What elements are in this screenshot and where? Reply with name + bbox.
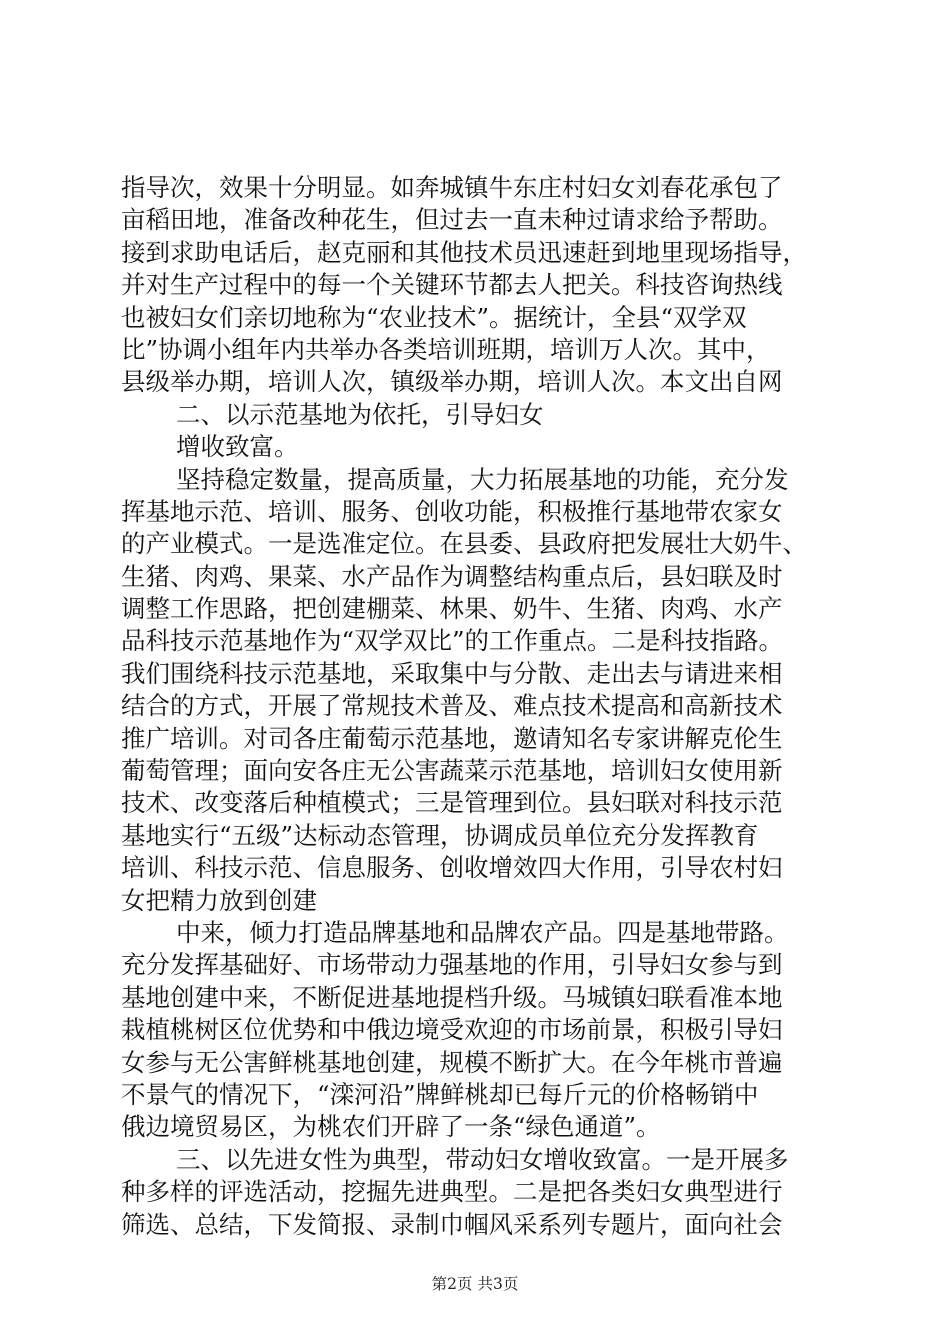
body-text <box>121 172 841 1241</box>
text-line: 中来，倾力打造品牌基地和品牌农产品。四是基地带路。 <box>176 917 789 947</box>
text-line: 生猪、肉鸡、果菜、水产品作为调整结构重点后，县妇联及时 <box>121 561 783 591</box>
text-line: 技术、改变落后种植模式；三是管理到位。县妇联对科技示范 <box>121 788 783 818</box>
text-line: 调整工作思路，把创建棚菜、林果、奶牛、生猪、肉鸡、水产 <box>121 594 783 624</box>
text-line: 种多样的评选活动，挖掘先进典型。二是把各类妇女典型进行 <box>121 1177 783 1207</box>
text-line: 结合的方式，开展了常规技术普及、难点技术提高和高新技术 <box>121 691 783 721</box>
text-line: 基地实行“五级”达标动态管理，协调成员单位充分发挥教育 <box>121 820 759 850</box>
text-line: 二、以示范基地为依托，引导妇女 <box>176 399 544 429</box>
text-line: 筛选、总结，下发简报、录制巾帼风采系列专题片，面向社会 <box>121 1209 783 1239</box>
text-line: 栽植桃树区位优势和中俄边境受欢迎的市场前景，积极引导妇 <box>121 1015 783 1045</box>
text-line: 俄边境贸易区，为桃农们开辟了一条“绿色通道”。 <box>121 1112 661 1142</box>
text-line: 女参与无公害鲜桃基地创建，规模不断扩大。在今年桃市普遍 <box>121 1047 783 1077</box>
text-line: 推广培训。对司各庄葡萄示范基地，邀请知名专家讲解克伦生 <box>121 723 783 753</box>
text-line: 坚持稳定数量，提高质量，大力拓展基地的功能，充分发 <box>176 464 789 494</box>
text-line: 三、以先进女性为典型，带动妇女增收致富。一是开展多 <box>176 1144 789 1174</box>
text-line: 培训、科技示范、信息服务、创收增效四大作用，引导农村妇 <box>121 853 783 883</box>
page-footer: 第2页 共3页 <box>431 1275 519 1293</box>
text-line: 的产业模式。一是选准定位。在县委、县政府把发展壮大奶牛、 <box>121 529 807 559</box>
text-line: 接到求助电话后，赵克丽和其他技术员迅速赶到地里现场指导， <box>121 237 807 267</box>
text-line: 亩稻田地，准备改种花生，但过去一直未种过请求给予帮助。 <box>121 205 783 235</box>
text-line: 品科技示范基地作为“双学双比”的工作重点。二是科技指路。 <box>121 626 784 656</box>
text-line: 也被妇女们亲切地称为“农业技术”。据统计，全县“双学双 <box>121 302 747 332</box>
text-line: 我们围绕科技示范基地，采取集中与分散、走出去与请进来相 <box>121 658 783 688</box>
text-line: 充分发挥基础好、市场带动力强基地的作用，引导妇女参与到 <box>121 950 783 980</box>
text-line: 不景气的情况下，“滦河沿”牌鲜桃却已每斤元的价格畅销中 <box>121 1079 759 1109</box>
text-line: 县级举办期，培训人次，镇级举办期，培训人次。本文出自网 <box>121 367 783 397</box>
text-line: 比”协调小组年内共举办各类培训班期，培训万人次。其中， <box>121 334 771 364</box>
text-line: 增收致富。 <box>176 432 299 462</box>
text-line: 女把精力放到创建 <box>121 885 317 915</box>
text-line: 葡萄管理；面向安各庄无公害蔬菜示范基地，培训妇女使用新 <box>121 756 783 786</box>
text-line: 挥基地示范、培训、服务、创收功能，积极推行基地带农家女 <box>121 496 783 526</box>
text-line: 并对生产过程中的每一个关键环节都去人把关。科技咨询热线 <box>121 270 783 300</box>
text-line: 指导次，效果十分明显。如奔城镇牛东庄村妇女刘春花承包了 <box>121 173 783 202</box>
text-line: 基地创建中来，不断促进基地提档升级。马城镇妇联看准本地 <box>121 982 783 1012</box>
